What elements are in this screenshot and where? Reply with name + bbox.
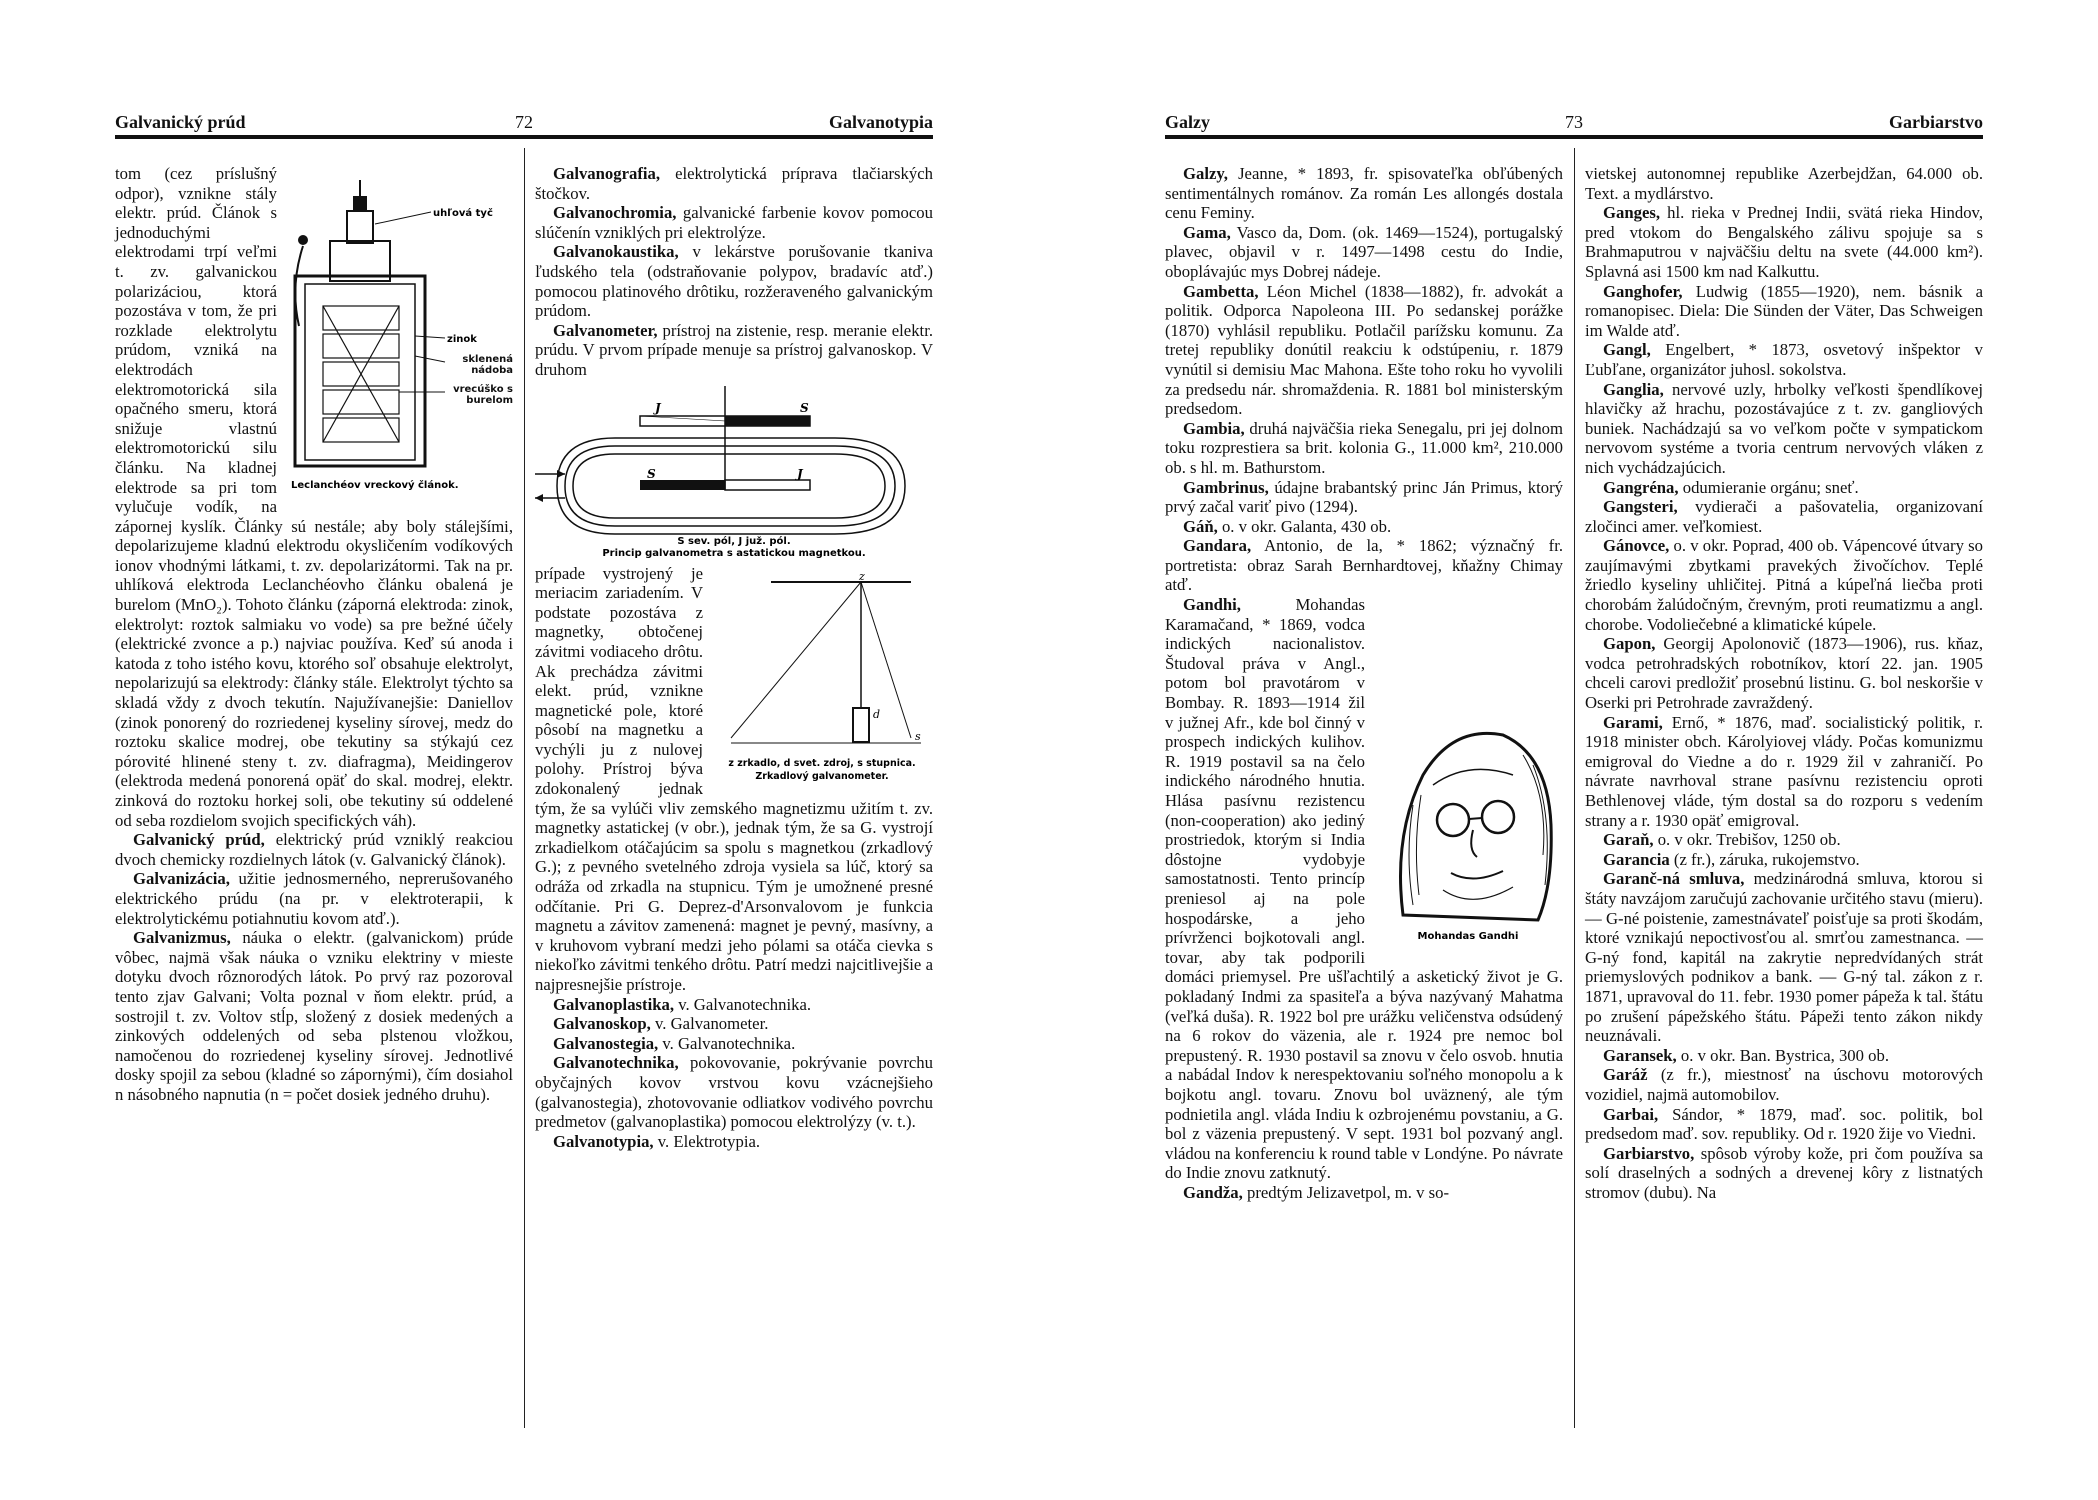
running-header bbox=[115, 108, 933, 134]
entry-term: Galvanotypia, bbox=[553, 1131, 654, 1151]
entry-term: Gangréna, bbox=[1603, 477, 1679, 497]
entry-galvanicky-prud bbox=[115, 830, 513, 869]
entry-text: v lekárstve porušovanie tkaniva ľudského tela (odstraňovanie polypov, bradavíc atď.) pomocou platinového drôtiku, rozžeraveného galvanickým prúdom. bbox=[535, 242, 933, 321]
page-number: 72 bbox=[515, 112, 533, 132]
entry-text: druhá najväčšia rieka Senegalu, pri jej dolnom toku rozprestiera sa brit. kolonia G., 11.000 km², 210.000 ob. s hl. m. Bathurstom. bbox=[1165, 418, 1563, 477]
entry-term: Gánovce, bbox=[1603, 536, 1670, 556]
entry-gambrinus bbox=[1165, 478, 1563, 517]
entry-gan bbox=[1165, 517, 1563, 537]
header-rule bbox=[115, 135, 933, 139]
entry-text: Antonio, de la, * 1862; význačný fr. portretista: obraz Sarah Bernhardtovej, kňažny Chimay atď. bbox=[1165, 536, 1563, 595]
entry-term: Garansek, bbox=[1603, 1045, 1677, 1065]
entry-text: v. Elektrotypia. bbox=[653, 1131, 761, 1151]
astatic-galvanometer-drawing bbox=[535, 386, 933, 558]
entry-term: Garami, bbox=[1603, 712, 1663, 732]
entry-term: Garaň, bbox=[1603, 830, 1654, 850]
entry-term: Ganges, bbox=[1603, 203, 1661, 223]
entry-text: Vasco da, Dom. (ok. 1469—1524), portugalský plavec, objavil v r. 1497—1498 cestu do Indie, oboplávajúc mys Dobrej nádeje. bbox=[1165, 222, 1563, 281]
entry-galvanokaustika bbox=[535, 242, 933, 320]
figure-mirror-galvanometer bbox=[711, 568, 933, 793]
entry-gangsteri bbox=[1585, 497, 1983, 536]
entry-text: prístroj na zistenie, resp. meranie elektr. prúdu. V prvom prípade menuje sa prístroj galvanoskop. V druhom bbox=[535, 320, 933, 379]
label-zinok: zinok bbox=[447, 334, 477, 345]
entry-term: Galvanografia, bbox=[553, 164, 661, 183]
gandhi-portrait-drawing bbox=[1373, 715, 1563, 945]
header-left-term: Galzy bbox=[1165, 112, 1210, 132]
label-s-top: S bbox=[800, 400, 809, 415]
entry-term: Garancia bbox=[1603, 849, 1670, 869]
entry-term: Gambia, bbox=[1183, 418, 1245, 438]
entry-term: Galvanoskop, bbox=[553, 1014, 651, 1034]
label-sklenena-nadoba: sklenená nádoba bbox=[462, 354, 513, 376]
entry-gapon bbox=[1585, 634, 1983, 712]
entry-term: Gangsteri, bbox=[1603, 497, 1678, 517]
entry-term: Galvanochromia, bbox=[553, 203, 677, 223]
entry-term: Ganglia, bbox=[1603, 379, 1664, 399]
figure-leclanche bbox=[285, 166, 513, 501]
entry-text: Jeanne, * 1893, fr. spisovateľka obľúbených sentimentálnych románov. Za román Les allongés dostala cenu Feminy. bbox=[1165, 164, 1563, 223]
column-divider bbox=[1574, 148, 1575, 1428]
leclanche-cell-drawing bbox=[285, 166, 513, 496]
label-z: z bbox=[859, 569, 865, 583]
entry-gandara bbox=[1165, 536, 1563, 595]
column-right bbox=[535, 164, 933, 1151]
entry-garbiarstvo bbox=[1585, 1144, 1983, 1203]
entry-term: Galvanický prúd, bbox=[133, 830, 265, 850]
caption-astatic-1: S sev. pól, J juž. pól. bbox=[677, 535, 791, 547]
entry-gama bbox=[1165, 223, 1563, 282]
entry-term: Garanč-ná smluva, bbox=[1603, 869, 1745, 889]
entry-term: Garáž bbox=[1603, 1065, 1648, 1085]
entry-text: o. v okr. Poprad, 400 ob. Vápencové útvary so zaujímavými zbytkami pravekých živočíchov. Teplé žriedlo kyseliny uhličitej. Pitná a kúpeľná liečba proti chorobám žalúdočným, črevným, proti reumatizmu a angl. chorobe. Vodoliečebné a klimatické kúpele. bbox=[1585, 536, 1983, 634]
entry-text: elektrický prúd vzniklý reakciou dvoch chemicky rozdielnych látok (v. Galvanický článok). bbox=[115, 830, 513, 869]
paragraph-gandza-cont: vietskej autonomnej republike Azerbejdžan, 64.000 ob. Text. a mydlárstvo. bbox=[1585, 164, 1983, 203]
column-right bbox=[1585, 164, 1983, 1202]
entry-galzy bbox=[1165, 164, 1563, 223]
entry-text: elektrolytická príprava tlačiarských štočkov. bbox=[535, 164, 933, 203]
page-left bbox=[115, 108, 933, 1438]
label-s: s bbox=[915, 729, 921, 743]
entry-text: náuka o elektr. (galvanickom) prúde vôbec, najmä však náuka o vzniku elektriny v mieste dotyku dvoch rôznorodých látok. Po prvý raz pozoroval tento zjav Galvani; Volta poznal v ňom elektr. prúd, a sostrojil t. zv. Voltov stĺp, složený z dosiek medených a zinkových oddelených od seba plstenou vložkou, namočenou do rozriedenej kyseliny sírovej. Jednotlivé dosky spojil za sebou (kladné so zápornými), čím dosiahol n násobného napnutia (n = počet dosiek jedného druhu). bbox=[115, 928, 513, 1104]
entry-garancna-smluva bbox=[1585, 869, 1983, 1045]
entry-term: Gama, bbox=[1183, 222, 1231, 242]
entry-text: Georgij Apolonovič (1873—1906), rus. kňaz, vodca petrohradských robotníkov, ktorí 22. jan. 1905 chceli carovi predložiť prosebnú listinu. G. bol neskoršie v Oserki pri Petrohrade zavraždený. bbox=[1585, 634, 1983, 713]
label-j-bottom: J bbox=[797, 466, 803, 481]
header-right-term: Galvanotypia bbox=[828, 112, 933, 132]
entry-gambia bbox=[1165, 419, 1563, 478]
entry-term: Galvanotechnika, bbox=[553, 1053, 679, 1073]
paragraph-galvanometer-cont: prípade vystrojený je meriacim zariadením. V podstate pozostáva z magnetky, obtočenej závitmi vodiaceho drôtu. Ak prechádza závitmi elekt. prúd, vznikne magnetické pole, ktoré pôsobí na magnetku a vychýli ju z nulovej polohy. Prístroj býva zdokonalený jednak tým, že sa vylúči vliv zemského magnetizmu užitím t. zv. magnetky astatickej (v obr.), jednak tým, že sa G. vystrojí zrkadielkom otáčajúcim sa spolu s magnetkou (zrkadlový G.); z pevného svetelného zdroja vysiela sa lúč, ktorý sa odráža od zrkadla na stupnicu. Tým je umožnené presné odčítanie. Pri G. Deprez-d'Arsonvalovom je funkcia magnetu a závitov zamenená: magnet je pevný, masívny, a v kruhovom vybraní medzi jeho pólami sa otáča cievka s niekoľko závitmi tenkého drôtu. Patrí medzi najcitlivejšie a najpresnejšie prístroje. bbox=[535, 563, 933, 994]
entry-term: Gambetta, bbox=[1183, 281, 1259, 301]
entry-galvanoplastika bbox=[535, 995, 933, 1015]
paragraph-galvanic-cell: tom (cez príslušný odpor), vznikne stály elektr. prúd. Článok s jednoduchými elektrodami trpí veľmi t. zv. galvanickou polarizáciou, ktorá pozostáva v tom, že pri rozklade elektrolytu prúdom, vzniká na elektrodách elektromotorická sila opačného smeru, ktorá snižuje vlastnú elektromotorickú silu článku. Na kladnej elektrode sa pri tom vylučuje vodík, na zápornej kyslík. Články sú nestále; aby boly stálejšími, depolarizujeme kladnú elektrodu okysličením vodíkových ionov vhodnými látkami, t. zv. depolarizátormi. Tak na pr. uhlíková elektroda Leclanchéovho článku obalená je burelom (MnO₂). Tohoto článku (záporná elektroda: zinok, elektrolyt: roztok salmiaku vo vode) sa pre bežné účely (elektrické zvonce a p.) najviac používa. Keď sú anoda i katoda z toho istého kovu, ktorého soľ obsahuje elektrolyt, nepolarizujú sa elektrody: články stále. Elektrolyt týchto sa skladá vždy z dvoch tekutín. Najužívanejšie: Daniellov (zinok ponorený do rozriedenej kyseliny sírovej, medz do roztoku skalice modrej, obe tekutiny sa stýkajú cez pórovité hlinené steny t. zv. diafragma), Meidingerov (elektroda medená ponorená opäť do skal. modrej, elektr. zinková do roztoku horkej soli, obe tekutiny sú oddelené od seba rozdielom svojich specifických váh). bbox=[115, 164, 513, 830]
entry-gambetta bbox=[1165, 282, 1563, 419]
entry-text: Sándor, * 1879, maď. soc. politik, bol predsedom maď. sov. republiky. Od r. 1920 žije vo Viedni. bbox=[1585, 1104, 1983, 1144]
entry-term: Ganghofer, bbox=[1603, 281, 1683, 301]
column-left bbox=[115, 164, 513, 1105]
entry-garancia bbox=[1585, 850, 1983, 870]
entry-gangl bbox=[1585, 340, 1983, 379]
label-s-bottom: S bbox=[647, 466, 656, 481]
entry-term: Gáň, bbox=[1183, 516, 1218, 536]
entry-term: Garbiarstvo, bbox=[1603, 1143, 1695, 1163]
entry-galvanochromia bbox=[535, 203, 933, 242]
entry-text: predtým Jelizavetpol, m. v so- bbox=[1242, 1182, 1450, 1202]
entry-text: Mohandas Karamačand, * 1869, vodca indických nacionalistov. Študoval práva v Angl., potom bol pravotárom v Bombay. R. 1893—1914 žil v južnej Afr., kde bol činný v prospech indických kulihov. R. 1919 postavil sa na čelo indického národného hnutia. Hlása pasívnu rezistencu (non-cooperation) ako jediný prostriedok, ktorým si India dôstojne vydobyje samostatnosti. Tento princíp preniesol aj na pole hospodárske, a jeho prívrženci bojkotovali angl. tovar, aby tak podporili domáci priemysel. Pre ušľachtilý a asketický život je G. pokladaný Indmi za spasiteľa a býva nazývaný Mahatma (veľká duša). R. 1922 bol pre urážku veličenstva odsúdený na 6 rokov do väzenia, ale r. 1924 pre nemoc bol prepustený. R. 1930 postavil sa znovu v čelo osvob. hnutia a nabádal Indov k nerespektovaniu soľného monopolu a k bojkotu angl. tovaru. Znovu bol uväznený, ale tým podnietila angl. vláda Indiu k ozbrojenému povstaniu, a G. bol z väzenia prepustený. V sept. 1931 bol pozvaný angl. vládou na konferenciu k round table v Londýne. Po návrate do Indie znovu zatknutý. bbox=[1165, 595, 1563, 1183]
entry-term: Gangl, bbox=[1603, 340, 1651, 360]
header-left-term: Galvanický prúd bbox=[115, 112, 246, 132]
entry-text: (z fr.), miestnosť na úschovu motorových vozidiel, najmä automobilov. bbox=[1585, 1065, 1983, 1104]
entry-text: o. v okr. Galanta, 430 ob. bbox=[1217, 516, 1392, 536]
entry-garaz bbox=[1585, 1065, 1983, 1104]
figure-astatic bbox=[535, 386, 933, 558]
entry-text: odumieranie orgánu; sneť. bbox=[1678, 477, 1859, 497]
entry-galvanizacia bbox=[115, 869, 513, 928]
entry-text: galvanické farbenie kovov pomocou slúčenín vzniklých pri elektrolýze. bbox=[535, 203, 933, 242]
entry-term: Galvanokaustika, bbox=[553, 242, 679, 262]
entry-term: Galvanizmus, bbox=[133, 928, 231, 948]
entry-text: Ernő, * 1876, maď. socialistický politik, r. 1918 minister obch. Károlyiovej vlády. Počas komunizmu emigroval do Viedne a do r. 1929 žil v zahraničí. Po návrate navrhoval strane pasívnu rezistenciu oproti Bethlenovej vláde, tým dostal sa do rozporu s vedením strany a r. 1930 opäť emigroval. bbox=[1585, 712, 1983, 830]
entry-gandza bbox=[1165, 1183, 1563, 1203]
header-rule bbox=[1165, 135, 1983, 139]
entry-text: užitie jednosmerného, neprerušovaného elektrického prúdu (na pr. v elektroterapii, k elektrolytickému potiahnutiu kovom atď.). bbox=[115, 869, 513, 928]
entry-garan bbox=[1585, 830, 1983, 850]
label-j-top: J bbox=[655, 400, 661, 415]
entry-ganges bbox=[1585, 203, 1983, 281]
entry-text: o. v okr. Trebišov, 1250 ob. bbox=[1653, 830, 1841, 850]
entry-galvanoskop bbox=[535, 1014, 933, 1034]
header-right-term: Garbiarstvo bbox=[1889, 112, 1983, 132]
entry-text: pokovovanie, pokrývanie povrchu obyčajných kovov vrstvou kovu vzácnejšieho (galvanostegia), zhotovovanie odliatkov vodivého povrchu predmetov (galvanoplastika) pomocou elektrolýzy (v. t.). bbox=[535, 1053, 933, 1132]
entry-galvanostegia bbox=[535, 1034, 933, 1054]
entry-ganovce bbox=[1585, 536, 1983, 634]
caption-mirror-1: z zrkadlo, d svet. zdroj, s stupnica. bbox=[728, 757, 916, 769]
entry-galvanografia bbox=[535, 164, 933, 203]
mirror-galvanometer-drawing bbox=[711, 568, 933, 788]
entry-text: o. v okr. Ban. Bystrica, 300 ob. bbox=[1676, 1045, 1890, 1065]
entry-text: v. Galvanotechnika. bbox=[658, 1033, 796, 1053]
entry-term: Gapon, bbox=[1603, 634, 1656, 654]
entry-galvanotechnika bbox=[535, 1053, 933, 1131]
caption-leclanche: Leclanchéov vreckový článok. bbox=[291, 480, 459, 491]
entry-term: Gandža, bbox=[1183, 1182, 1243, 1202]
entry-term: Gandara, bbox=[1183, 536, 1252, 556]
entry-galvanometer bbox=[535, 321, 933, 380]
column-divider bbox=[524, 148, 525, 1428]
entry-text: nervové uzly, hrbolky veľkosti špendlíkovej hlavičky až hrachu, pozostávajúce z t. zv. gangliových buniek. Nachádzajú sa vo veľkom počte v sympatickom nervovom systéme a tvoria centrum nervových vláken z nich vychádzajúcich. bbox=[1585, 379, 1983, 477]
entry-garbai bbox=[1585, 1105, 1983, 1144]
entry-text: hl. rieka v Prednej Indii, svätá rieka Hindov, pred vtokom do Bengalského zálivu spojuje sa s Brahmaputrou v najväčšiu deltu na svete (44.000 km²). Splavná asi 1500 km nad Kalkuttu. bbox=[1585, 203, 1983, 281]
entry-galvanotypia bbox=[535, 1132, 933, 1152]
entry-term: Gandhi, bbox=[1183, 595, 1241, 615]
label-uhlova-tyc: uhľová tyč bbox=[433, 208, 493, 219]
entry-term: Garbai, bbox=[1603, 1104, 1659, 1124]
page-right bbox=[1165, 108, 1983, 1438]
entry-text: údajne brabantský princ Ján Primus, ktorý prvý začal variť pivo (1294). bbox=[1165, 477, 1563, 517]
caption-gandhi: Mohandas Gandhi bbox=[1417, 931, 1519, 943]
entry-term: Galzy, bbox=[1183, 164, 1228, 183]
entry-ganghofer bbox=[1585, 282, 1983, 341]
entry-term: Galvanizácia, bbox=[133, 869, 230, 889]
entry-garami bbox=[1585, 713, 1983, 831]
caption-astatic-2: Princip galvanometra s astatickou magnetkou. bbox=[602, 547, 866, 558]
figure-gandhi bbox=[1373, 715, 1563, 950]
entry-term: Galvanostegia, bbox=[553, 1033, 659, 1053]
running-header bbox=[1165, 108, 1983, 134]
entry-text: spôsob výroby kože, pri čom používa sa solí draselných a sodných a drevenej kôry z listnatých stromov (dubu). Na bbox=[1585, 1143, 1983, 1202]
entry-text: v. Galvanotechnika. bbox=[674, 994, 812, 1014]
entry-garansek bbox=[1585, 1046, 1983, 1066]
entry-term: Galvanoplastika, bbox=[553, 994, 675, 1014]
entry-gangrena bbox=[1585, 478, 1983, 498]
entry-text: (z fr.), záruka, rukojemstvo. bbox=[1669, 849, 1860, 869]
caption-mirror-2: Zrkadlový galvanometer. bbox=[755, 770, 889, 782]
entry-text: Ludwig (1855—1920), nem. básnik a romanopisec. Diela: Die Sünden der Väter, Das Schweigen im Walde atď. bbox=[1585, 281, 1983, 340]
column-left bbox=[1165, 164, 1563, 1202]
entry-text: Engelbert, * 1873, osvetový inšpektor v Ľubľane, organizátor juhosl. sokolstva. bbox=[1585, 340, 1983, 379]
entry-term: Galvanometer, bbox=[553, 320, 658, 340]
entry-galvanizmus bbox=[115, 928, 513, 1104]
entry-text: medzinárodná smluva, ktorou si štáty navzájom zaručujú zachovanie určitého stavu (mieru). — G-né poistenie, zamestnávateľ poisťuje sa proti škodám, ktoré vznikajú nepoctivosťou al. smrťou zamestnanca. — G-ný fond, kapitál na zakrytie nepredvídaných strát priemyslových podnikov a bank. — G-ný tal. zákon z r. 1871, upravoval do 11. febr. 1930 pomer pápeža k tal. štátu po zrušení pápežského štátu. Pápeži tento zákon nikdy neuznávali. bbox=[1585, 869, 1984, 1046]
entry-ganglia bbox=[1585, 380, 1983, 478]
entry-text: v. Galvanometer. bbox=[650, 1014, 769, 1034]
entry-text: Léon Michel (1838—1882), fr. advokát a politik. Odporca Napoleona III. Po sedanskej porážke (1870) vyhlásil republiku. Potlačil parížsku komunu. Za tretej republiky donútil reakciu k odstúpeniu, r. 1879 vynútil si demisiu Mac Mahona. Ešte toho roku ho vyvolili za predsedu nár. shromaždenia. R. 1881 bol ministerským predsedom. bbox=[1165, 281, 1563, 419]
page-number: 73 bbox=[1565, 112, 1583, 132]
entry-text: vydierači a pašovatelia, organizovaní zločinci amer. veľkomiest. bbox=[1585, 497, 1983, 536]
label-vrecusko: vrecúško s burelom bbox=[453, 384, 513, 406]
label-d: d bbox=[873, 707, 881, 721]
entry-term: Gambrinus, bbox=[1183, 477, 1269, 497]
